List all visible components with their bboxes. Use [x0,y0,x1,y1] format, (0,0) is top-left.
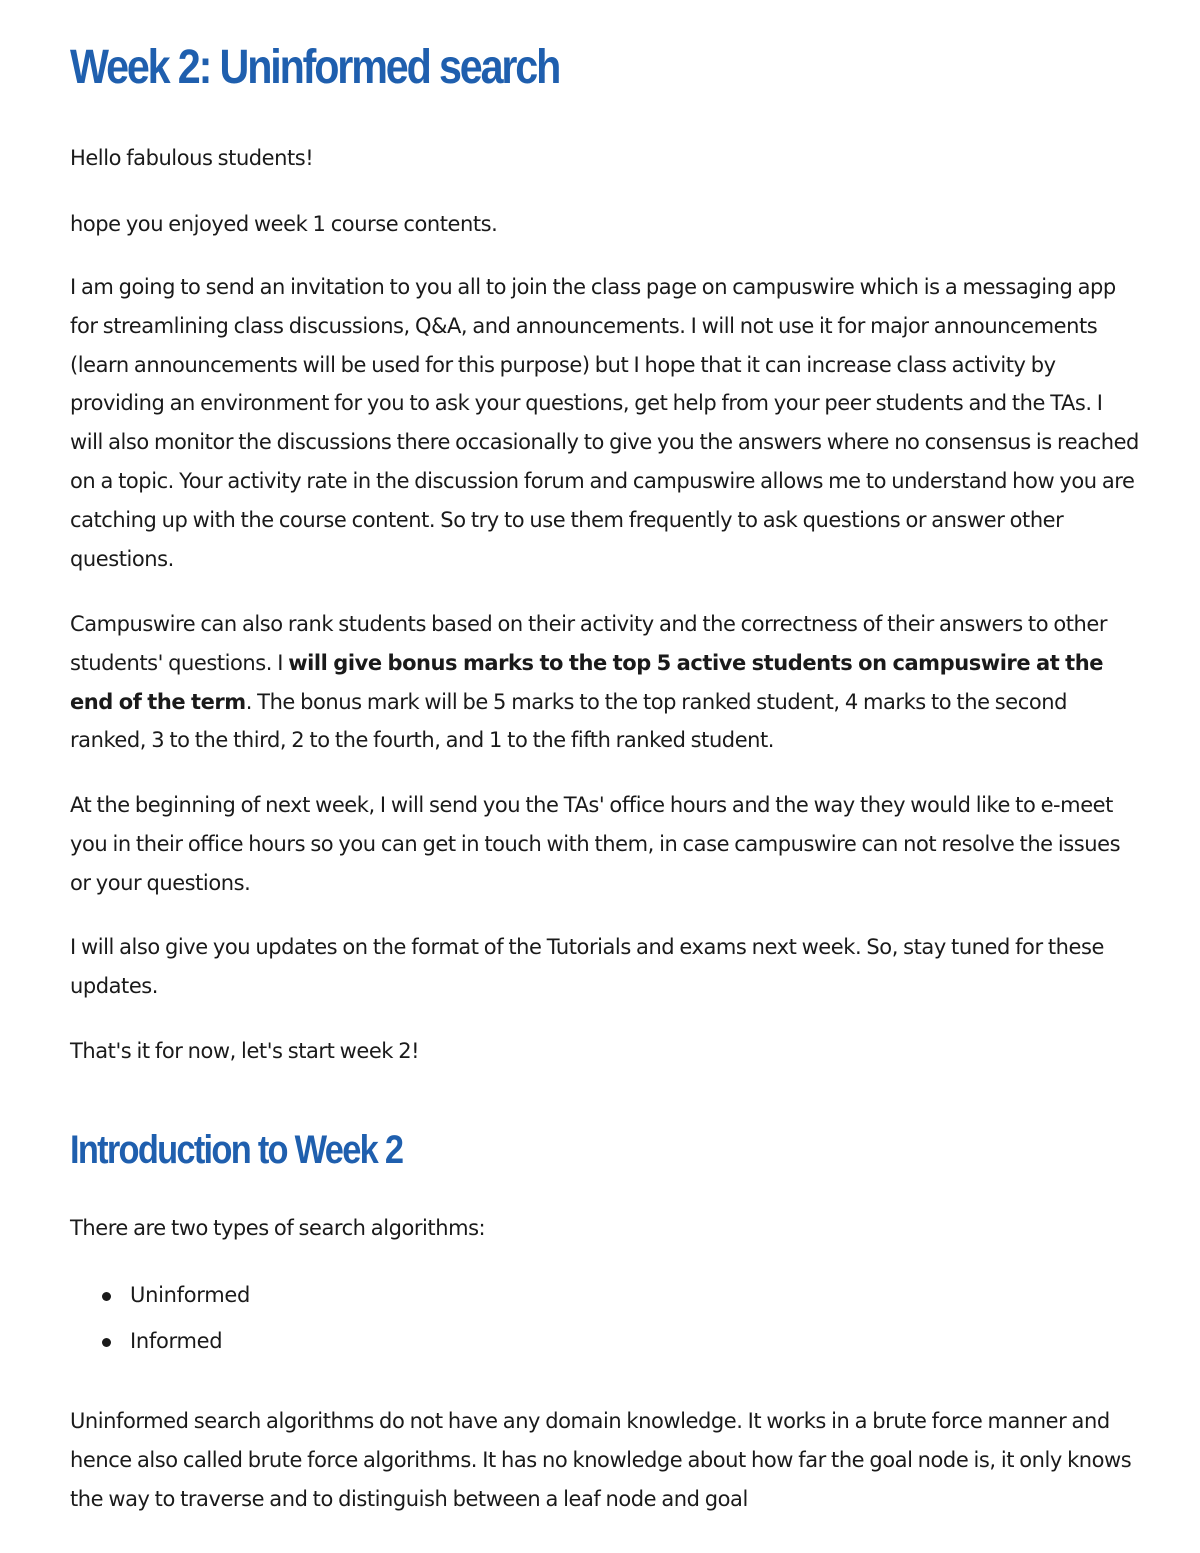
uninformed-description-paragraph: Uninformed search algorithms do not have any domain knowledge. It works in a brute force manner and hence also called brute force algorithms. It has no knowledge about how far the goal node is, it only knows the way to traverse and to distinguish between a leaf node and goal [70,1409,1132,1511]
search-types-list [70,1273,250,1364]
list-item-label: Informed [130,1328,223,1353]
updates-paragraph: I will also give you updates on the format of the Tutorials and exams next week. So, stay tuned for these updates. [70,935,1104,998]
ranking-text-end: . The bonus mark will be 5 marks to the top ranked student, 4 marks to the second ranked, 3 to the third, 2 to the fourth, and 1 to the fifth ranked student. [70,689,1067,753]
section-heading: Introduction to Week 2 [70,1128,403,1172]
bullet-icon [102,1292,111,1301]
bonus-marks-emphasis: will give bonus marks to the top 5 active students on campuswire at the end of the term [70,650,1104,714]
ranking-paragraph [70,605,1140,760]
list-item [70,1273,250,1319]
bullet-icon [102,1338,111,1347]
greeting-paragraph: Hello fabulous students! [70,146,314,170]
closing-paragraph: That's it for now, let's start week 2! [70,1039,420,1063]
campuswire-paragraph: I am going to send an invitation to you all to join the class page on campuswire which is a messaging app for streamlining class discussions, Q&A, and announcements. I will not use it for major announcements (learn announcements will be used for this purpose) but I hope that it can increase class activity by providing an environment for you to ask your questions, get help from your peer students and the TAs. I will also monitor the discussions there occasionally to give you the answers where no consensus is reached on a topic. Your activity rate in the discussion forum and campuswire allows me to understand how you are catching up with the course content. So try to use them frequently to ask questions or answer other questions. [70,275,1139,571]
list-item [70,1319,250,1365]
hope-paragraph: hope you enjoyed week 1 course contents. [70,212,498,236]
office-hours-paragraph: At the beginning of next week, I will send you the TAs' office hours and the way they would like to e-meet you in their office hours so you can get in touch with them, in case campuswire can not resolve the issues or your questions. [70,793,1121,895]
section-lead-paragraph: There are two types of search algorithms: [70,1216,486,1240]
page-title: Week 2: Uninformed search [70,41,560,94]
list-item-label: Uninformed [130,1283,251,1307]
ranking-text-start: Campuswire can also rank students based on their activity and the correctness of their answers to other students' questions. I [70,612,1108,675]
